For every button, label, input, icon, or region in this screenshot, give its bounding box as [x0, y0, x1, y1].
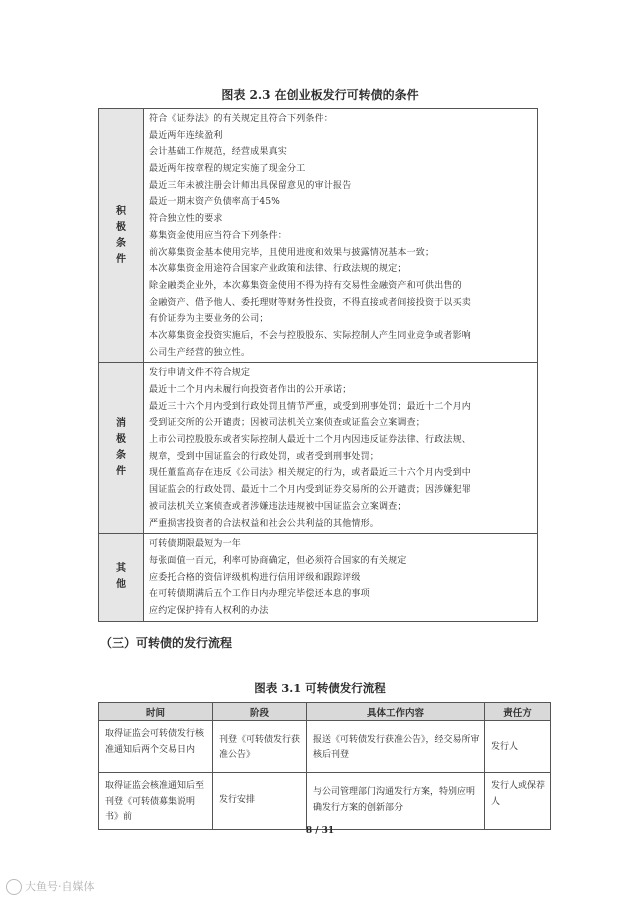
condition-line: 本次募集资金投资实施后，不会与控股股东、实际控制人产生同业竞争或者影响 [149, 330, 472, 341]
section-heading: （三）可转债的发行流程 [100, 636, 233, 650]
condition-line: 会计基础工作规范，经营成果真实 [149, 147, 288, 158]
work-content-cell: 与公司管理部门沟通发行方案，特别应明确发行方案的创新部分 [307, 773, 485, 830]
conditions-cell [144, 534, 538, 621]
watermark-text: 大鱼号·自媒体 [25, 880, 95, 893]
category-cell [99, 534, 144, 621]
column-header: 具体工作内容 [307, 703, 485, 721]
category-cell [99, 109, 144, 363]
condition-line: 可转债期限最短为一年 [149, 539, 242, 550]
column-header: 阶段 [213, 703, 307, 721]
condition-line: 本次募集资金用途符合国家产业政策和法律、行政法规的规定； [149, 264, 407, 275]
condition-line: 受到证交所的公开谴责；因被司法机关立案侦查或证监会立案调查； [149, 418, 426, 429]
table-row [99, 109, 538, 363]
condition-line: 最近三十六个月内受到行政处罚且情节严重，或受到刑事处罚；最近十二个月内 [149, 401, 472, 412]
condition-line: 被司法机关立案侦查或者涉嫌违法违规被中国证监会立案调查； [149, 501, 407, 512]
category-label: 消极条件 [116, 418, 126, 478]
condition-line: 发行申请文件不符合规定 [149, 368, 251, 379]
condition-line: 国证监会的行政处罚、最近十二个月内受到证券交易所的公开谴责；因涉嫌犯罪 [149, 485, 472, 496]
table-row [99, 773, 551, 830]
condition-line: 最近一期末资产负债率高于45% [149, 197, 281, 208]
condition-line: 应约定保护持有人权利的办法 [149, 605, 269, 616]
condition-line: 每张面值一百元，利率可协商确定，但必须符合国家的有关规定 [149, 555, 407, 566]
page-number: 8 / 31 [305, 826, 335, 836]
column-header: 责任方 [485, 703, 551, 721]
condition-line: 有价证券为主要业务的公司； [149, 314, 269, 325]
condition-line: 最近三年未被注册会计师出具保留意见的审计报告 [149, 180, 352, 191]
work-content-cell: 报送《可转债发行获准公告》，经交易所审核后刊登 [307, 721, 485, 773]
condition-line: 现任董监高存在违反《公司法》相关规定的行为，或者最近三十六个月内受到中 [149, 468, 472, 479]
condition-line: 公司生产经营的独立性。 [149, 347, 251, 358]
time-cell: 取得证监会可转债发行核准通知后两个交易日内 [99, 721, 213, 773]
condition-line: 最近两年按章程的规定实施了现金分工 [149, 164, 306, 175]
condition-line: 应委托合格的资信评级机构进行信用评级和跟踪评级 [149, 572, 361, 583]
condition-line: 最近十二个月内未履行向投资者作出的公开承诺； [149, 385, 352, 395]
condition-line: 符合《证券法》的有关规定且符合下列条件： [149, 114, 334, 124]
condition-line: 符合独立性的要求 [149, 214, 223, 225]
category-label: 其他 [116, 563, 126, 591]
column-header: 时间 [99, 703, 213, 721]
conditions-cell [144, 363, 538, 534]
watermark-logo-icon [6, 879, 22, 895]
category-label: 积极条件 [116, 205, 126, 265]
condition-line: 除金融类企业外，本次募集资金使用不得为持有交易性金融资产和可供出售的 [149, 280, 462, 291]
time-cell: 取得证监会核准通知后至刊登《可转债募集说明书》前 [99, 773, 213, 830]
issuance-conditions-table [98, 108, 538, 622]
table-row [99, 363, 538, 534]
condition-line: 上市公司控股股东或者实际控制人最近十二个月内因违反证券法律、行政法规、 [149, 435, 472, 446]
responsible-party-cell: 发行人 [485, 721, 551, 773]
condition-line: 前次募集资金基本使用完毕，且使用进度和效果与披露情况基本一致； [149, 247, 435, 258]
table-row [99, 721, 551, 773]
conditions-cell [144, 109, 538, 363]
table-2-3-title: 图表 2.3 在创业板发行可转债的条件 [221, 88, 419, 102]
stage-cell: 发行安排 [213, 773, 307, 830]
condition-line: 金融资产、借予他人、委托理财等财务性投资，不得直接或者间接投资于以买卖 [149, 297, 472, 308]
table-3-1-title: 图表 3.1 可转债发行流程 [254, 681, 386, 695]
condition-line: 最近两年连续盈利 [149, 130, 223, 141]
condition-line: 在可转债期满后五个工作日内办理完毕偿还本息的事项 [149, 589, 370, 600]
table-row [99, 534, 538, 621]
table-header-row [99, 703, 551, 721]
watermark [6, 878, 95, 895]
category-cell [99, 363, 144, 534]
condition-line: 规章，受到中国证监会的行政处罚，或者受到刑事处罚； [149, 451, 380, 462]
issuance-process-table [98, 702, 551, 830]
condition-line: 募集资金使用应当符合下列条件： [149, 230, 288, 241]
condition-line: 严重损害投资者的合法权益和社会公共利益的其他情形。 [149, 518, 380, 529]
stage-cell: 刊登《可转债发行获准公告》 [213, 721, 307, 773]
responsible-party-cell: 发行人或保荐人 [485, 773, 551, 830]
